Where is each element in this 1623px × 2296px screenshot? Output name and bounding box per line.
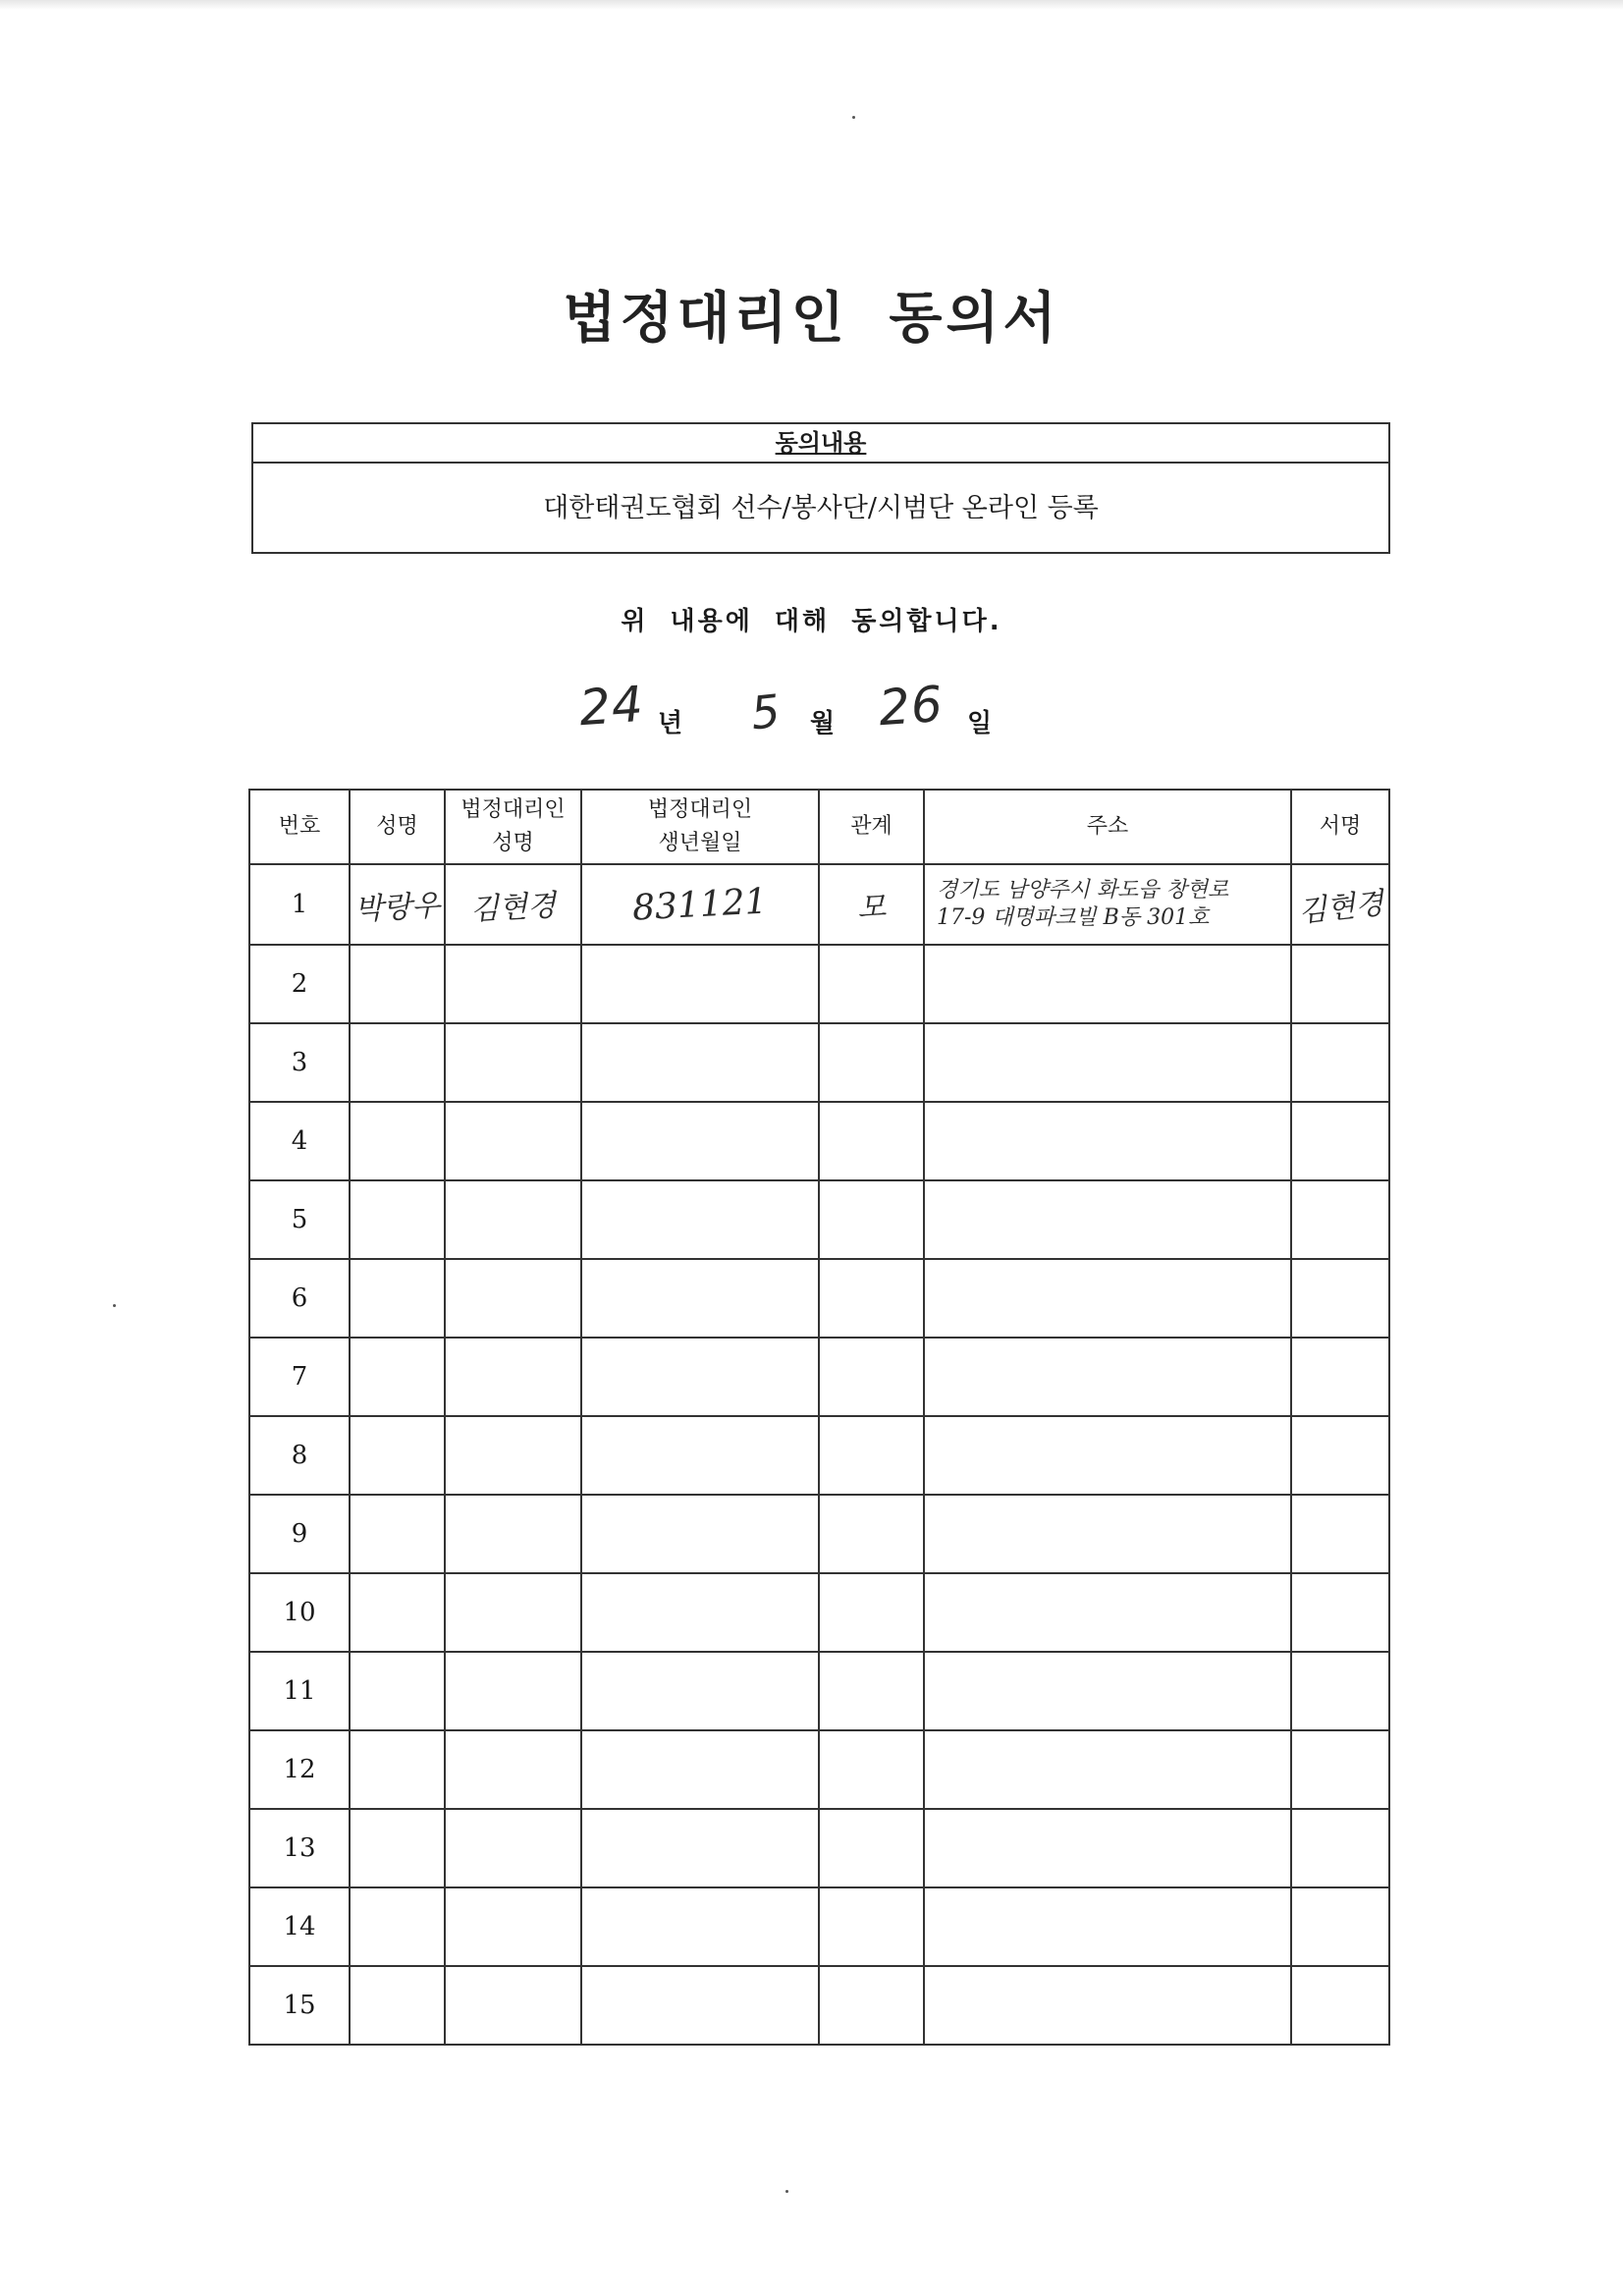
- address-line: 경기도 남양주시 화도읍 창현로: [937, 878, 1229, 902]
- table-row: [249, 1338, 1389, 1416]
- relation-cell: [819, 1809, 924, 1887]
- relation-cell: [819, 1416, 924, 1495]
- date-line: [550, 675, 1139, 746]
- scan-speck: [113, 1304, 116, 1307]
- guardian-name-cell: [445, 1887, 581, 1966]
- column-header: 법정대리인 성명: [445, 790, 581, 864]
- table-row: [249, 1573, 1389, 1652]
- guardian-birthdate-cell: [581, 1652, 819, 1730]
- relation-cell: [819, 1887, 924, 1966]
- address-cell: [924, 1023, 1291, 1102]
- signature-cell: [1291, 1495, 1389, 1573]
- relation-cell: [819, 1023, 924, 1102]
- relation-cell: [819, 1180, 924, 1259]
- student-name-cell: [350, 1652, 445, 1730]
- guardian-name-cell: [445, 1495, 581, 1573]
- row-number-value: 6: [291, 1284, 308, 1313]
- row-number-value: 10: [283, 1598, 316, 1627]
- guardian-name-cell: [445, 1416, 581, 1495]
- row-number-cell: [249, 1180, 350, 1259]
- column-header: 서명: [1291, 790, 1389, 864]
- address-cell: [924, 1966, 1291, 2045]
- guardian-name-cell: [445, 1730, 581, 1809]
- student-name-cell: [350, 1416, 445, 1495]
- table-row: [249, 945, 1389, 1023]
- row-number-cell: [249, 945, 350, 1023]
- column-header: 번호: [249, 790, 350, 864]
- column-header: 법정대리인 생년월일: [581, 790, 819, 864]
- address-cell: [924, 1416, 1291, 1495]
- student-name-value: 박랑우: [353, 888, 442, 928]
- row-number-cell: [249, 1730, 350, 1809]
- address-cell: [924, 1573, 1291, 1652]
- address-cell: [924, 1887, 1291, 1966]
- student-name-cell: [350, 1887, 445, 1966]
- guardian-birthdate-cell: [581, 945, 819, 1023]
- relation-value: 모: [856, 890, 888, 926]
- guardian-birthdate-cell: [581, 1416, 819, 1495]
- table-row: [249, 1809, 1389, 1887]
- date-day-handwritten: 26: [877, 675, 946, 738]
- student-name-cell: [350, 945, 445, 1023]
- date-year-handwritten: 24: [577, 675, 646, 738]
- guardian-name-cell: [445, 1180, 581, 1259]
- column-header: 성명: [350, 790, 445, 864]
- row-number-value: 8: [291, 1441, 308, 1470]
- address-cell: [924, 1809, 1291, 1887]
- student-name-cell: [350, 1966, 445, 2045]
- relation-cell: [819, 1102, 924, 1180]
- row-number-cell: [249, 1652, 350, 1730]
- date-year-label: 년: [658, 709, 683, 738]
- guardian-birthdate-cell: [581, 1259, 819, 1338]
- guardian-name-value: 김현경: [469, 888, 558, 928]
- table-row: [249, 1180, 1389, 1259]
- guardian-birthdate-cell: [581, 864, 819, 945]
- row-number-value: 3: [291, 1048, 308, 1077]
- guardian-name-cell: [445, 945, 581, 1023]
- student-name-cell: [350, 1180, 445, 1259]
- signature-cell: [1291, 1338, 1389, 1416]
- row-number-cell: [249, 1023, 350, 1102]
- relation-cell: [819, 945, 924, 1023]
- address-cell: [924, 1730, 1291, 1809]
- guardian-birthdate-cell: [581, 1887, 819, 1966]
- consent-content-text: 대한태권도협회 선수/봉사단/시범단 온라인 등록: [543, 493, 1099, 523]
- row-number-value: 4: [291, 1126, 308, 1156]
- relation-cell: [819, 1573, 924, 1652]
- document-title: 법정대리인 동의서: [563, 287, 1060, 351]
- address-cell: [924, 1180, 1291, 1259]
- row-number-value: 9: [291, 1519, 308, 1549]
- table-row: [249, 1102, 1389, 1180]
- table-row: [249, 864, 1389, 945]
- relation-cell: [819, 1652, 924, 1730]
- guardian-birthdate-cell: [581, 1495, 819, 1573]
- address-cell: [924, 945, 1291, 1023]
- table-row: [249, 1887, 1389, 1966]
- guardian-name-cell: [445, 1652, 581, 1730]
- row-number-cell: [249, 1809, 350, 1887]
- row-number-value: 7: [291, 1362, 308, 1392]
- guardian-name-cell: [445, 1338, 581, 1416]
- student-name-cell: [350, 1809, 445, 1887]
- column-header: 관계: [819, 790, 924, 864]
- signature-cell: [1291, 1809, 1389, 1887]
- table-row: [249, 1652, 1389, 1730]
- student-name-cell: [350, 1730, 445, 1809]
- relation-cell: [819, 864, 924, 945]
- signature-cell: [1291, 1730, 1389, 1809]
- date-month-label: 월: [810, 709, 836, 738]
- student-name-cell: [350, 864, 445, 945]
- row-number-cell: [249, 864, 350, 945]
- guardian-birthdate-cell: [581, 1102, 819, 1180]
- row-number-cell: [249, 1495, 350, 1573]
- row-number-cell: [249, 1259, 350, 1338]
- student-name-cell: [350, 1495, 445, 1573]
- address-cell: [924, 1495, 1291, 1573]
- student-name-cell: [350, 1023, 445, 1102]
- registration-table: [248, 789, 1390, 2046]
- signature-cell: [1291, 1966, 1389, 2045]
- scan-speck: [852, 116, 855, 119]
- signature-cell: [1291, 1023, 1389, 1102]
- row-number-value: 14: [283, 1912, 316, 1941]
- signature-cell: [1291, 1180, 1389, 1259]
- table-row: [249, 1966, 1389, 2045]
- student-name-cell: [350, 1573, 445, 1652]
- scan-edge-shadow: [0, 0, 1623, 10]
- table-row: [249, 1730, 1389, 1809]
- guardian-name-cell: [445, 1259, 581, 1338]
- guardian-birthdate-cell: [581, 1730, 819, 1809]
- scan-speck: [785, 2190, 788, 2193]
- guardian-birthdate-cell: [581, 1966, 819, 2045]
- address-cell: [924, 1259, 1291, 1338]
- signature-cell: [1291, 1573, 1389, 1652]
- row-number-cell: [249, 1338, 350, 1416]
- guardian-name-cell: [445, 1966, 581, 2045]
- guardian-name-cell: [445, 1102, 581, 1180]
- guardian-birthdate-cell: [581, 1180, 819, 1259]
- guardian-birthdate-value: 831121: [631, 880, 769, 929]
- guardian-birthdate-cell: [581, 1023, 819, 1102]
- row-number-value: 2: [291, 969, 308, 999]
- signature-cell: [1291, 864, 1389, 945]
- relation-cell: [819, 1338, 924, 1416]
- consent-content-header: [253, 424, 1388, 464]
- signature-cell: [1291, 1887, 1389, 1966]
- date-day-label: 일: [967, 709, 993, 738]
- consent-content-header-label: 동의내용: [775, 429, 867, 457]
- signature-cell: [1291, 1416, 1389, 1495]
- guardian-name-cell: [445, 1573, 581, 1652]
- signature-cell: [1291, 1652, 1389, 1730]
- table-row: [249, 1259, 1389, 1338]
- handwritten-signature: 김현경: [1296, 886, 1385, 930]
- table-header-row: [249, 790, 1389, 864]
- table-row: [249, 1023, 1389, 1102]
- student-name-cell: [350, 1338, 445, 1416]
- relation-cell: [819, 1495, 924, 1573]
- guardian-name-cell: [445, 1809, 581, 1887]
- table-row: [249, 1495, 1389, 1573]
- student-name-cell: [350, 1102, 445, 1180]
- row-number-value: 5: [291, 1205, 308, 1234]
- address-cell: [924, 1338, 1291, 1416]
- row-number-cell: [249, 1416, 350, 1495]
- row-number-cell: [249, 1102, 350, 1180]
- column-header: 주소: [924, 790, 1291, 864]
- row-number-cell: [249, 1966, 350, 2045]
- signature-cell: [1291, 1102, 1389, 1180]
- address-cell: [924, 1652, 1291, 1730]
- guardian-birthdate-cell: [581, 1338, 819, 1416]
- guardian-birthdate-cell: [581, 1809, 819, 1887]
- row-number-cell: [249, 1887, 350, 1966]
- row-number-value: 1: [291, 890, 308, 919]
- guardian-name-cell: [445, 1023, 581, 1102]
- agreement-statement: 위 내용에 대해 동의합니다.: [621, 607, 1002, 636]
- relation-cell: [819, 1259, 924, 1338]
- signature-cell: [1291, 945, 1389, 1023]
- address-cell: [924, 864, 1291, 945]
- guardian-name-cell: [445, 864, 581, 945]
- relation-cell: [819, 1730, 924, 1809]
- address-cell: [924, 1102, 1291, 1180]
- row-number-value: 15: [283, 1991, 316, 2020]
- date-month-handwritten: 5: [748, 683, 784, 740]
- signature-cell: [1291, 1259, 1389, 1338]
- student-name-cell: [350, 1259, 445, 1338]
- row-number-value: 12: [283, 1755, 316, 1784]
- relation-cell: [819, 1966, 924, 2045]
- table-row: [249, 1416, 1389, 1495]
- row-number-cell: [249, 1573, 350, 1652]
- row-number-value: 13: [283, 1833, 316, 1863]
- row-number-value: 11: [283, 1676, 316, 1706]
- consent-content-box: [251, 422, 1390, 554]
- guardian-birthdate-cell: [581, 1573, 819, 1652]
- address-line: 17-9 대명파크빌 B동 301호: [937, 905, 1210, 930]
